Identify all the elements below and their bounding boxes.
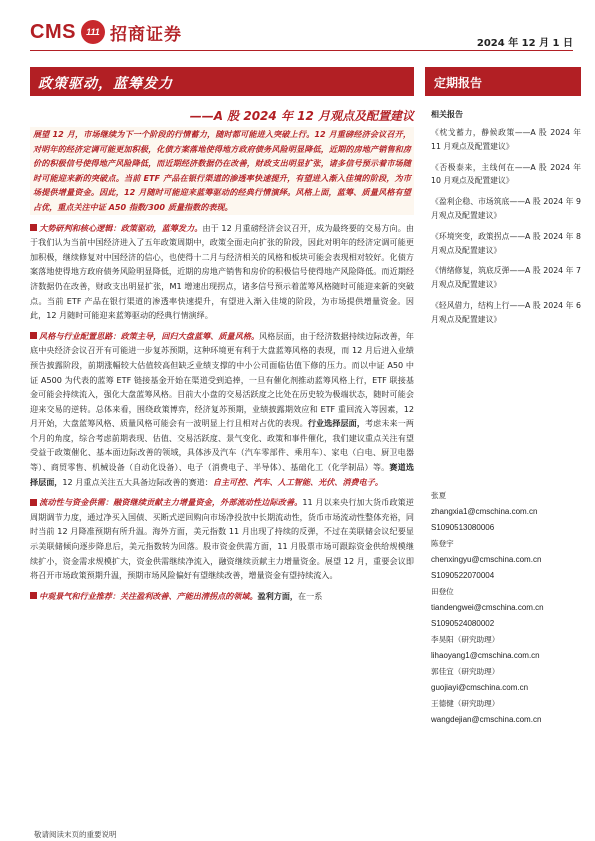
related-report-link[interactable]: 《枕戈蓄力，静候政策——A 股 2024 年 11 月观点及配置建议》 <box>431 128 581 151</box>
report-subtitle: ——A 股 2024 年 12 月观点及配置建议 <box>189 109 414 123</box>
analyst-email[interactable]: chenxingyu@cmschina.com.cn <box>431 555 542 564</box>
bullet-square-icon <box>30 332 37 339</box>
section-heading: 中观景气和行业推荐：关注盈利改善、产能出清拐点的领域。 <box>39 590 258 601</box>
section-body: 在一系 <box>298 590 323 601</box>
bullet-square-icon <box>30 499 37 506</box>
section-market-view <box>30 221 414 323</box>
related-report-link[interactable]: 《环境突变，政策拐点——A 股 2024 年 8 月观点及配置建议》 <box>431 231 581 255</box>
analyst-email[interactable]: lihaoyang1@cmschina.com.cn <box>431 651 540 660</box>
section-body: 考虑未来一两个月的角度，综合考虑前期表现、估值、交易活跃度、景气变化、政策和事件催化，我们建议重点关注有望受益于政策催化、基本面边际改善的领域，具体涉及汽车（汽车零部件、乘用车）、家电（白电、厨卫电器等）、商贸零售、机械设备（自动化设备）、电子（消费电子、半导体）、基础化工（化学制品）等。 <box>30 418 414 473</box>
analyst-email[interactable]: wangdejian@cmschina.com.cn <box>431 715 542 724</box>
bullet-square-icon <box>30 592 37 599</box>
sidebar-header <box>425 67 581 96</box>
section-body: 由于 12 月重磅经济会议召开，成为最终要的交易方向。由于我们认为当前中国经济进入了五年政策周期中，政策全面走向扩张的阶段，因此对明年的经济定调可能更加积极，继续修复对中国经济的信心，也使得十二月与经济相关的风格和板块可能会表现相对较好。化债方案落地使得地方政府债务风险明显降低，近期的房地产销售和房价的积极信号使得地产风险降低。而近期经济数据仍在改善，财政支出明显扩张，M1 增速出现拐点，诸多信号预示着蓝筹风格随时可能迎来新的突破点。当前 ETF 产品在银行渠道的渗透率快速提升，有望进入渐入佳境的阶段，为市场提供增量资金。因此，12 月随时可能迎来蓝筹驱动的经典行情演绎。 <box>30 222 414 321</box>
bullet-square-icon <box>30 224 37 231</box>
section-heading: 流动性与资金供需：融资继续贡献主力增量资金，外部流动性边际改善。 <box>39 497 303 508</box>
summary-paragraph: 展望 12 月，市场继续为下一个阶段的行情蓄力，随时都可能进入突破上行。12 月重磅经济会议召开，对明年的经济定调可能更加积极，化债方案落地使得地方政府债务风险明显降低，近期的房地产销售和房价的积极信号使得地产风险降低，而近期经济数据仍在改善，财政支出明显扩张，诸多信号预示着市场随时可能迎来新的突破点。当前 ETF 产品在银行渠道的渗透率快速提升，有望进入渐入佳境的阶段，为市场提供增量资金。因此，12 月随时可能迎来蓝筹驱动的经典行情演绎。风格上面，蓝筹、质量风格有望占优，重点关注中证 A50 指数/300 质量指数的表现。 <box>30 127 414 215</box>
analyst-name: 张夏 <box>431 491 447 500</box>
inline-heading: 赛道选择层面， <box>30 462 414 487</box>
related-reports-list <box>431 126 581 334</box>
analyst-name: 田登位 <box>431 587 454 596</box>
inline-heading: 盈利方面， <box>257 590 299 601</box>
report-date: 2024 年 12 月 1 日 <box>476 38 573 49</box>
report-title: 政策驱动，蓝筹发力 <box>38 76 173 92</box>
analyst-name: 郭佳宜（研究助理） <box>431 667 500 676</box>
related-report-link[interactable]: 《盈利企稳、市场筑底——A 股 2024 年 9 月观点及配置建议》 <box>431 197 581 220</box>
related-report-link[interactable]: 《否极泰来，主线何在——A 股 2024 年 10 月观点及配置建议》 <box>431 162 581 186</box>
report-type-label: 定期报告 <box>434 76 483 90</box>
section-heading: 大势研判和核心逻辑：政策驱动，蓝筹发力。 <box>39 222 203 233</box>
logo-cn-text: 招商证券 <box>109 24 182 45</box>
analyst-name: 李昊阳（研究助理） <box>431 635 500 644</box>
section-heading: 风格与行业配置思路：政策主导，回归大盘蓝筹、质量风格。 <box>39 330 260 341</box>
section-body: 12 月重点关注五大具备边际改善的赛道： <box>62 476 213 487</box>
logo-badge-icon: 111 <box>81 20 105 44</box>
track-list: 自主可控、汽车、人工智能、光伏、消费电子。 <box>212 476 383 487</box>
analyst-license: S1090513080006 <box>431 523 495 532</box>
footer-disclaimer: 敬请阅读末页的重要说明 <box>34 830 117 839</box>
section-body: 11 月以来央行加大货币政策逆周期调节力度，通过净买入国债、买断式逆回购向市场净投放中长期流动性，货币市场流动性整体充裕，同时当前 12 月降准预期有所升温。海外方面，美元指数 11 月出现了持续的反弹，不过在美联储会议纪要显示美联储倾向逐步降息后，美元指数转为回落。股市资金供需方面，11 月股票市场可跟踪资金供给规模继续扩小，资金需求规模扩大，资金供需继续净流入，融资继续贡献主力增量资金。展望 12 月，重要会议即将召开市场政策预期升温，预期市场风险偏好有望继续改善，增量资金有望持续流入。 <box>30 497 415 581</box>
analyst-email[interactable]: zhangxia1@cmschina.com.cn <box>431 507 538 516</box>
analyst-list <box>431 488 581 728</box>
analyst-name: 王德健（研究助理） <box>431 699 500 708</box>
related-reports-title: 相关报告 <box>431 110 463 119</box>
related-report-link[interactable]: 《情绪修复，筑底反弹——A 股 2024 年 7 月观点及配置建议》 <box>431 266 581 290</box>
analyst-email[interactable]: tiandengwei@cmschina.com.cn <box>431 603 544 612</box>
main-content <box>30 127 414 603</box>
section-body: 风格层面，由于经济数据持续边际改善，年底中央经济会议召开有可能进一步复苏预期，这种环境更有利于大盘蓝筹风格的表现，而 12 月后进入业绩预告披露阶段，前期涨幅较大估值较高但缺乏业绩支撑的中小公司面临估值下修的压力。而以中证 A50 中证 A500 为代表的蓝筹 ETF 链接基金开始在渠道受到追捧，一旦有催化剂推动蓝筹风格上行，ETF 联接基金可能会持续流入，强化大盘蓝筹风格。目前大小盘的交易活跃度之比处在历史较为极端状态，随时可能会迎来交易的逆转。总体来看，围绕政策博弈，经济复苏预期，业绩披露期效应和 ETF 重回流入等因素，12 月开始，大盘蓝筹风格、质量风格可能会有一波明显上行且相对占优的表现。 <box>30 330 414 429</box>
section-style-industry <box>30 329 414 490</box>
header-divider <box>30 50 573 51</box>
inline-heading: 行业选择层面， <box>307 418 366 429</box>
analyst-license: S1090524080002 <box>431 619 495 628</box>
section-liquidity <box>30 495 414 583</box>
logo-cms-text: CMS <box>30 20 76 43</box>
title-bar <box>30 67 414 96</box>
section-meso-prosperity <box>30 589 414 604</box>
analyst-license: S1090522070004 <box>431 571 495 580</box>
analyst-name: 陈登宇 <box>431 539 454 548</box>
company-logo <box>30 20 182 44</box>
related-report-link[interactable]: 《轻风借力，结构上行——A 股 2024 年 6 月观点及配置建议》 <box>431 300 581 324</box>
analyst-email[interactable]: guojiayi@cmschina.com.cn <box>431 683 529 692</box>
